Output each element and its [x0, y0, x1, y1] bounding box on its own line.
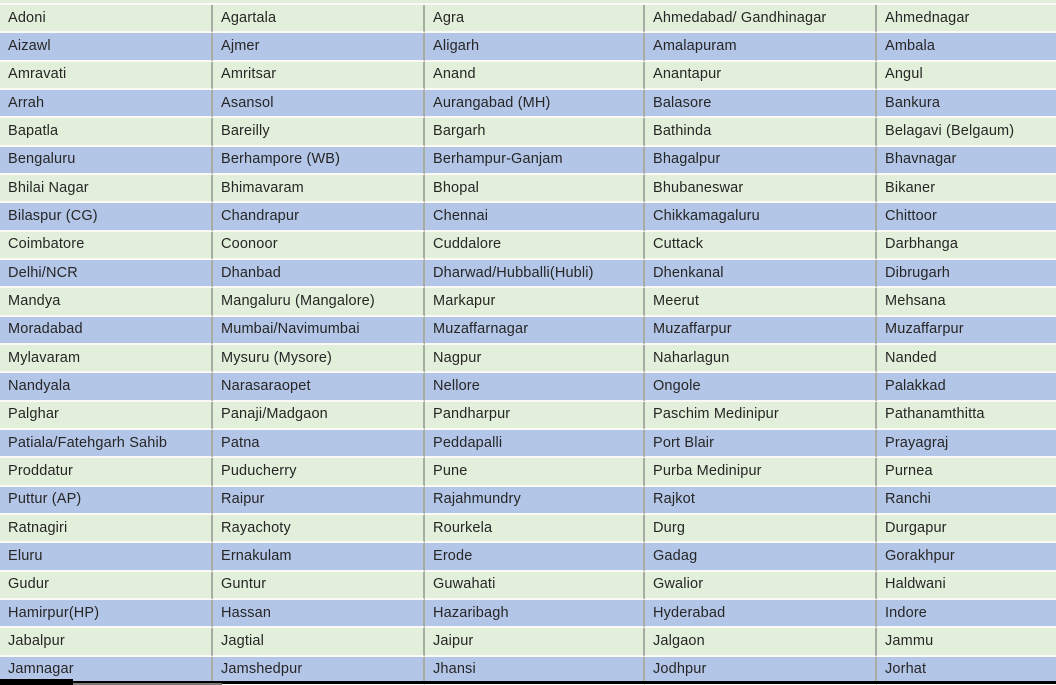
- table-cell[interactable]: Bhagalpur: [645, 147, 877, 175]
- table-cell[interactable]: Mylavaram: [0, 345, 213, 373]
- table-cell[interactable]: Bankura: [877, 90, 1056, 118]
- table-cell[interactable]: Asansol: [213, 90, 425, 118]
- table-cell[interactable]: Dibrugarh: [877, 260, 1056, 288]
- table-cell[interactable]: Proddatur: [0, 458, 213, 486]
- table-cell[interactable]: Jodhpur: [645, 657, 877, 685]
- table-cell[interactable]: Muzaffarpur: [645, 317, 877, 345]
- table-cell[interactable]: Jorhat: [877, 657, 1056, 685]
- table-cell[interactable]: Dharwad/Hubballi(Hubli): [425, 260, 645, 288]
- table-cell[interactable]: Berhampore (WB): [213, 147, 425, 175]
- table-cell[interactable]: Gudur: [0, 572, 213, 600]
- table-cell[interactable]: Raipur: [213, 487, 425, 515]
- table-cell[interactable]: Aurangabad (MH): [425, 90, 645, 118]
- table-cell[interactable]: Dhanbad: [213, 260, 425, 288]
- table-cell[interactable]: Ahmedabad/ Gandhinagar: [645, 5, 877, 33]
- table-cell[interactable]: Meerut: [645, 288, 877, 316]
- table-cell[interactable]: Panaji/Madgaon: [213, 402, 425, 430]
- table-cell[interactable]: Patna: [213, 430, 425, 458]
- table-cell[interactable]: Ratnagiri: [0, 515, 213, 543]
- table-cell[interactable]: Ahmednagar: [877, 5, 1056, 33]
- table-cell[interactable]: Purba Medinipur: [645, 458, 877, 486]
- table-cell[interactable]: Jamnagar: [0, 657, 213, 685]
- table-cell[interactable]: Jamshedpur: [213, 657, 425, 685]
- table-cell[interactable]: Amritsar: [213, 62, 425, 90]
- city-grid: [0, 5, 1056, 685]
- table-cell[interactable]: Bhilai Nagar: [0, 175, 213, 203]
- table-cell[interactable]: Eluru: [0, 543, 213, 571]
- table-cell[interactable]: Ongole: [645, 373, 877, 401]
- table-cell[interactable]: Nellore: [425, 373, 645, 401]
- table-cell[interactable]: Bapatla: [0, 118, 213, 146]
- table-cell[interactable]: Pune: [425, 458, 645, 486]
- table-cell[interactable]: Palakkad: [877, 373, 1056, 401]
- table-cell[interactable]: Palghar: [0, 402, 213, 430]
- table-cell[interactable]: Hamirpur(HP): [0, 600, 213, 628]
- table-cell[interactable]: Agartala: [213, 5, 425, 33]
- table-cell[interactable]: Bhubaneswar: [645, 175, 877, 203]
- table-cell[interactable]: Amravati: [0, 62, 213, 90]
- table-cell[interactable]: Chennai: [425, 203, 645, 231]
- table-cell[interactable]: Rajahmundry: [425, 487, 645, 515]
- table-cell[interactable]: Aligarh: [425, 33, 645, 61]
- table-cell[interactable]: Bhopal: [425, 175, 645, 203]
- table-cell[interactable]: Bhimavaram: [213, 175, 425, 203]
- table-cell[interactable]: Bikaner: [877, 175, 1056, 203]
- table-cell[interactable]: Chittoor: [877, 203, 1056, 231]
- table-cell[interactable]: Jalgaon: [645, 628, 877, 656]
- table-cell[interactable]: Puducherry: [213, 458, 425, 486]
- table-cell[interactable]: Anantapur: [645, 62, 877, 90]
- table-cell[interactable]: Anand: [425, 62, 645, 90]
- table-cell[interactable]: Amalapuram: [645, 33, 877, 61]
- table-cell[interactable]: Mehsana: [877, 288, 1056, 316]
- table-cell[interactable]: Mangaluru (Mangalore): [213, 288, 425, 316]
- table-cell[interactable]: Rajkot: [645, 487, 877, 515]
- table-cell[interactable]: Darbhanga: [877, 232, 1056, 260]
- table-cell[interactable]: Angul: [877, 62, 1056, 90]
- table-cell[interactable]: Prayagraj: [877, 430, 1056, 458]
- table-cell[interactable]: Aizawl: [0, 33, 213, 61]
- table-cell[interactable]: Bengaluru: [0, 147, 213, 175]
- table-cell[interactable]: Chikkamagaluru: [645, 203, 877, 231]
- table-cell[interactable]: Chandrapur: [213, 203, 425, 231]
- table-cell[interactable]: Ernakulam: [213, 543, 425, 571]
- table-cell[interactable]: Hazaribagh: [425, 600, 645, 628]
- table-cell[interactable]: Durgapur: [877, 515, 1056, 543]
- table-cell[interactable]: Markapur: [425, 288, 645, 316]
- table-cell[interactable]: Mumbai/Navimumbai: [213, 317, 425, 345]
- table-cell[interactable]: Mysuru (Mysore): [213, 345, 425, 373]
- table-bottom-border-thick-segment: [0, 679, 73, 685]
- table-cell[interactable]: Bareilly: [213, 118, 425, 146]
- table-cell[interactable]: Bathinda: [645, 118, 877, 146]
- table-cell[interactable]: Jhansi: [425, 657, 645, 685]
- table-cell[interactable]: Bhavnagar: [877, 147, 1056, 175]
- table-cell[interactable]: Hassan: [213, 600, 425, 628]
- table-cell[interactable]: Delhi/NCR: [0, 260, 213, 288]
- table-cell[interactable]: Muzaffarnagar: [425, 317, 645, 345]
- table-cell[interactable]: Berhampur-Ganjam: [425, 147, 645, 175]
- table-cell[interactable]: Coonoor: [213, 232, 425, 260]
- table-cell[interactable]: Rourkela: [425, 515, 645, 543]
- table-cell[interactable]: Nandyala: [0, 373, 213, 401]
- table-cell[interactable]: Jagtial: [213, 628, 425, 656]
- table-cell[interactable]: Muzaffarpur: [877, 317, 1056, 345]
- table-cell[interactable]: Jabalpur: [0, 628, 213, 656]
- table-cell[interactable]: Balasore: [645, 90, 877, 118]
- table-cell[interactable]: Pandharpur: [425, 402, 645, 430]
- table-cell[interactable]: Paschim Medinipur: [645, 402, 877, 430]
- table-cell[interactable]: Gwalior: [645, 572, 877, 600]
- table-cell[interactable]: Bilaspur (CG): [0, 203, 213, 231]
- table-cell[interactable]: Purnea: [877, 458, 1056, 486]
- table-cell[interactable]: Cuddalore: [425, 232, 645, 260]
- table-cell[interactable]: Ambala: [877, 33, 1056, 61]
- table-cell[interactable]: Coimbatore: [0, 232, 213, 260]
- table-cell[interactable]: Dhenkanal: [645, 260, 877, 288]
- table-cell[interactable]: Rayachoty: [213, 515, 425, 543]
- table-cell[interactable]: Gorakhpur: [877, 543, 1056, 571]
- table-cell[interactable]: Jammu: [877, 628, 1056, 656]
- table-cell[interactable]: Puttur (AP): [0, 487, 213, 515]
- table-cell[interactable]: Durg: [645, 515, 877, 543]
- table-cell[interactable]: Patiala/Fatehgarh Sahib: [0, 430, 213, 458]
- table-cell[interactable]: Indore: [877, 600, 1056, 628]
- table-cell[interactable]: Arrah: [0, 90, 213, 118]
- table-cell[interactable]: Agra: [425, 5, 645, 33]
- table-cell[interactable]: Naharlagun: [645, 345, 877, 373]
- table-cell[interactable]: Mandya: [0, 288, 213, 316]
- table-cell[interactable]: Peddapalli: [425, 430, 645, 458]
- table-cell[interactable]: Pathanamthitta: [877, 402, 1056, 430]
- table-cell[interactable]: Hyderabad: [645, 600, 877, 628]
- table-cell[interactable]: Guwahati: [425, 572, 645, 600]
- table-cell[interactable]: Bargarh: [425, 118, 645, 146]
- table-cell[interactable]: Nanded: [877, 345, 1056, 373]
- table-cell[interactable]: Guntur: [213, 572, 425, 600]
- table-cell[interactable]: Ranchi: [877, 487, 1056, 515]
- table-cell[interactable]: Gadag: [645, 543, 877, 571]
- table-cell[interactable]: Erode: [425, 543, 645, 571]
- table-cell[interactable]: Belagavi (Belgaum): [877, 118, 1056, 146]
- table-cell[interactable]: Adoni: [0, 5, 213, 33]
- table-cell[interactable]: Narasaraopet: [213, 373, 425, 401]
- table-cell[interactable]: Port Blair: [645, 430, 877, 458]
- table-cell[interactable]: Cuttack: [645, 232, 877, 260]
- table-cell[interactable]: Nagpur: [425, 345, 645, 373]
- table-cell[interactable]: Ajmer: [213, 33, 425, 61]
- table-cell[interactable]: Haldwani: [877, 572, 1056, 600]
- table-cell[interactable]: Jaipur: [425, 628, 645, 656]
- table-cell[interactable]: Moradabad: [0, 317, 213, 345]
